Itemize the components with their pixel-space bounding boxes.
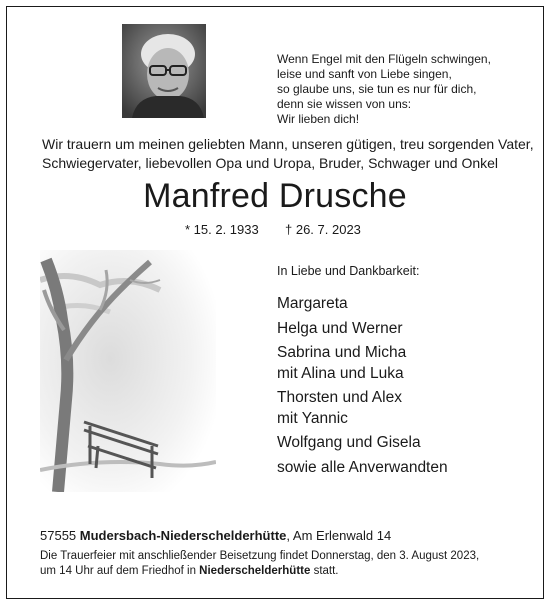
family-member: mit Yannic <box>277 409 348 427</box>
family-group <box>277 319 448 340</box>
birth-date: * 15. 2. 1933 <box>185 222 259 237</box>
death-date: † 26. 7. 2023 <box>285 222 361 237</box>
address-street: Am Erlenwald 14 <box>292 528 392 543</box>
poem-line: Wenn Engel mit den Flügeln schwingen, <box>277 52 491 66</box>
portrait-photo <box>122 24 206 118</box>
family-member: Helga und Werner <box>277 319 403 337</box>
address-zip: 57555 <box>40 528 77 543</box>
family-list <box>277 294 448 482</box>
notice-line <box>40 564 479 579</box>
notice-text: um 14 Uhr auf dem Friedhof in <box>40 565 200 577</box>
family-member: Margareta <box>277 295 348 312</box>
poem <box>277 52 491 127</box>
funeral-notice <box>40 549 479 579</box>
notice-line: Die Trauerfeier mit anschließender Beisetzung findet Donnerstag, den 3. August 2023, <box>40 550 480 562</box>
family-member: mit Alina und Luka <box>277 364 404 382</box>
mourning-address: 57555 Mudersbach-Niederschelderhütte, Am Erlenwald 14 <box>40 528 392 543</box>
mourning-intro <box>42 135 534 172</box>
poem-line: so glaube uns, sie tun es nur für dich, <box>277 82 477 96</box>
family-group <box>277 294 448 315</box>
family-member: Sabrina und Micha <box>277 344 407 361</box>
family-group <box>277 433 448 454</box>
family-member: Thorsten und Alex <box>277 389 402 406</box>
notice-place: Niederschelderhütte <box>199 565 311 577</box>
tree-bench-sketch-image <box>40 250 216 492</box>
poem-line: Wir lieben dich! <box>277 112 360 126</box>
family-group <box>277 458 448 479</box>
notice-text: statt. <box>310 565 339 577</box>
intro-line: Wir trauern um meinen geliebten Mann, unseren gütigen, treu sorgenden Vater, <box>42 136 534 152</box>
family-intro: In Liebe und Dankbarkeit: <box>277 264 420 278</box>
intro-line: Schwiegervater, liebevollen Opa und Uropa, Bruder, Schwager und Onkel <box>42 154 499 171</box>
address-town: Mudersbach-Niederschelderhütte <box>79 528 287 543</box>
family-member: sowie alle Anverwandten <box>277 458 448 476</box>
family-group <box>277 343 448 384</box>
family-member: Wolfgang und Gisela <box>277 434 421 451</box>
poem-line: denn sie wissen von uns: <box>277 97 412 111</box>
family-group <box>277 388 448 429</box>
deceased-name: Manfred Drusche <box>143 177 407 215</box>
poem-line: leise und sanft von Liebe singen, <box>277 67 452 81</box>
